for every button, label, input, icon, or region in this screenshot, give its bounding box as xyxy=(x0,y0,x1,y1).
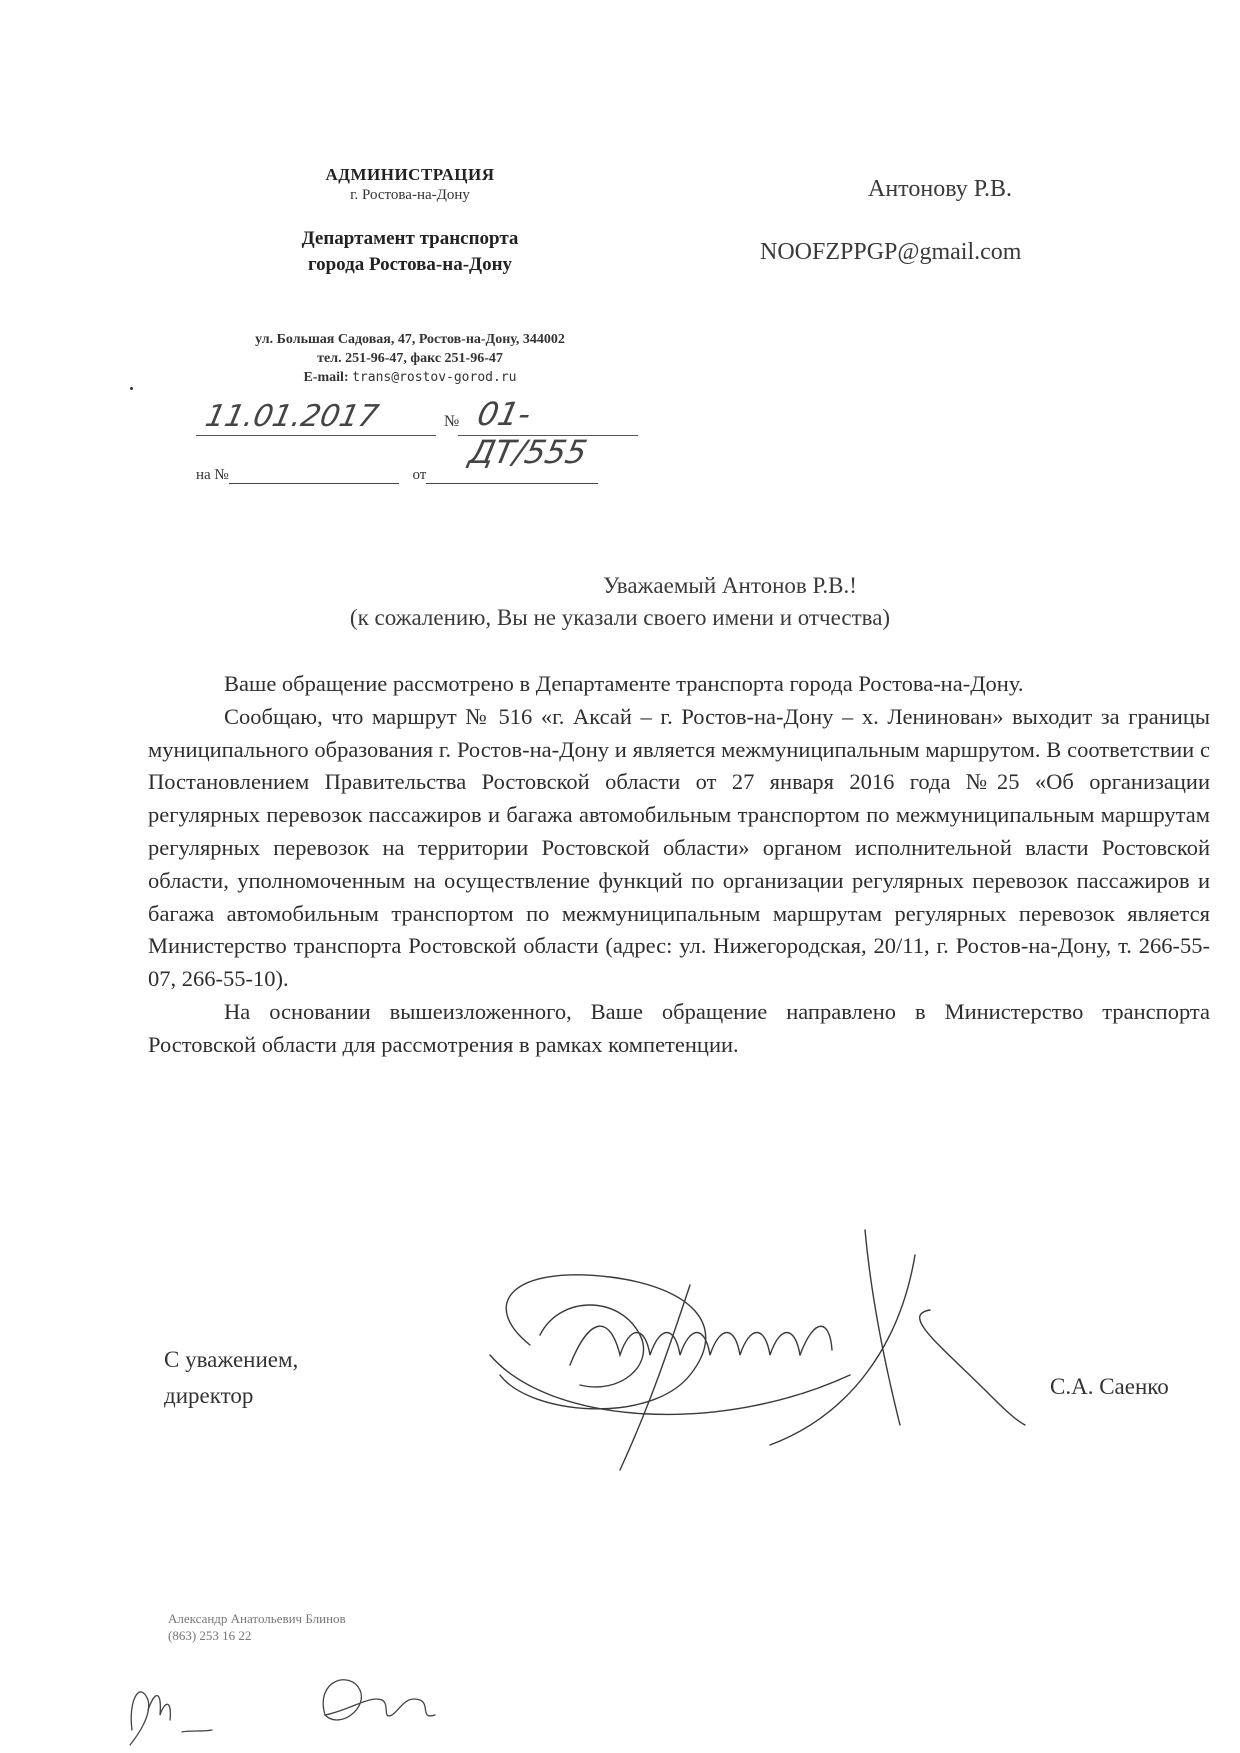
closing-block xyxy=(164,1342,298,1414)
sender-city: г. Ростова-на-Дону xyxy=(350,187,470,203)
sender-email-line xyxy=(190,368,630,387)
registration-date: 11.01.2017 xyxy=(202,399,382,434)
salutation-line-2: (к сожалению, Вы не указали своего имени и отчества) xyxy=(349,605,891,630)
body-paragraph-1: Ваше обращение рассмотрено в Департаменте транспорта города Ростова-на-Дону. xyxy=(224,671,1024,696)
email-label: E-mail: xyxy=(303,370,349,385)
sender-email: trans@rostov-gorod.ru xyxy=(352,370,517,385)
sender-address: ул. Большая Садовая, 47, Ростов-на-Дону, 344002 xyxy=(255,332,565,347)
signer-name: С.А. Саенко xyxy=(1050,1374,1169,1399)
letter-body xyxy=(148,668,1210,1062)
department-line-2: города Ростова-на-Дону xyxy=(307,254,513,275)
reference-no-label: на № xyxy=(196,467,229,483)
sender-org: АДМИНИСТРАЦИЯ xyxy=(325,165,495,184)
sender-block xyxy=(190,165,630,278)
sender-phone: тел. 251-96-47, факс 251-96-47 xyxy=(317,351,503,366)
reference-line xyxy=(196,467,598,484)
recipient-email: NOOFZPPGP@gmail.com xyxy=(760,239,1022,265)
reference-from-label: от xyxy=(412,467,427,483)
reference-from-blank xyxy=(426,483,598,484)
closing-position: директор xyxy=(164,1383,254,1408)
registration-number-underline xyxy=(458,435,638,436)
body-paragraph-3: На основании вышеизложенного, Ваше обращение направлено в Министерство транспорта Ростовской области для рассмотрения в рамках компетенции. xyxy=(148,998,1210,1057)
recipient-block xyxy=(760,176,1180,266)
reference-no-blank xyxy=(229,483,399,484)
executor-name: Александр Анатольевич Блинов xyxy=(168,1611,346,1626)
department-line-1: Департамент транспорта xyxy=(301,228,519,249)
recipient-name: Антонову Р.В. xyxy=(868,176,1013,202)
closing-regards: С уважением, xyxy=(164,1347,299,1372)
registration-line xyxy=(196,395,636,471)
salutation xyxy=(0,570,1240,634)
body-paragraph-2: Сообщаю, что маршрут № 516 «г. Аксай – г. Ростов-на-Дону – х. Ленинован» выходит за границы муниципального образования г. Ростов-на-Дону и является межмуниципальным маршрутом. В соответствии с Постановлением Правительства Ростовской области от 27 января 2016 года №25 «Об организации регулярных перевозок пассажиров и багажа автомобильным транспортом по межмуниципальным маршрутам регулярных перевозок на территории Ростовской области» органом исполнительной власти Ростовской области, уполномоченным на осуществление функций по организации регулярных перевозок пассажиров и багажа автомобильным транспортом по межмуниципальным маршрутам регулярных перевозок является Министерство транспорта Ростовской области (адрес: ул. Нижегородская, 20/11, г. Ростов-на-Дону, т. 266-55-07, 266-55-10). xyxy=(148,703,1210,992)
director-signature xyxy=(470,1225,1030,1485)
salutation-line-1: Уважаемый Антонов Р.В.! xyxy=(603,573,857,598)
executor-phone: (863) 253 16 22 xyxy=(168,1628,252,1643)
sender-department xyxy=(190,226,630,278)
registration-date-underline xyxy=(196,435,436,436)
approval-initials xyxy=(120,1660,500,1750)
registration-number: 01-ДТ/555 xyxy=(465,395,591,471)
sender-contacts xyxy=(190,330,630,387)
registration-no-label: № xyxy=(444,413,460,430)
executor-block xyxy=(168,1610,346,1644)
scan-speck xyxy=(130,387,133,390)
